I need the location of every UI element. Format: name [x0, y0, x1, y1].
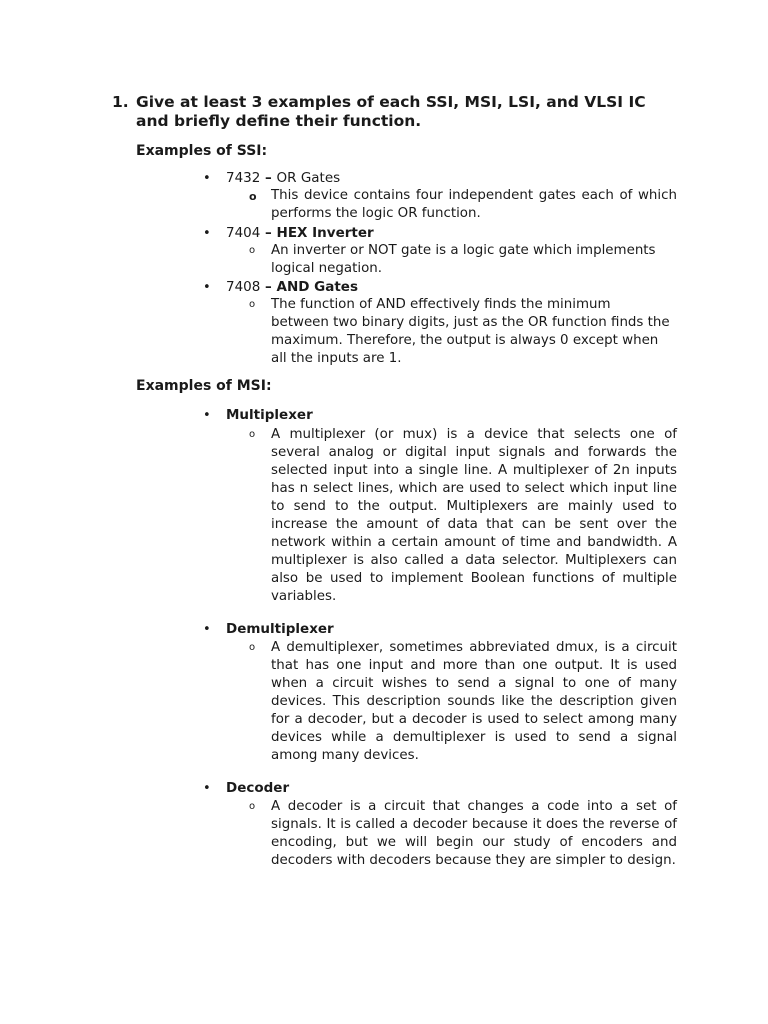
question-text: Give at least 3 examples of each SSI, MSI, LSI, and VLSI IC and briefly define their function. — [136, 93, 646, 130]
msi-item-description: A demultiplexer, sometimes abbreviated dmux, is a circuit that has one input and more than one output. It is used when a circuit wishes to send a signal to one of many devices. This description sounds like the description given for a decoder, but a decoder is used to select among many devices while a demultiplexer is used to send a signal among many devices. — [271, 640, 677, 763]
bullet-icon: • — [203, 226, 211, 241]
msi-item-name: Demultiplexer — [226, 621, 334, 637]
ssi-item-description: An inverter or NOT gate is a logic gate which implements logical negation. — [271, 243, 656, 276]
msi-item-description: A multiplexer (or mux) is a device that selects one of several analog or digital input signals and forwards the selected input into a single line. A multiplexer of 2n inputs has n select lines, which are used to select which input line to send to the output. Multiplexers are mainly used to increase the amount of data that can be sent over the network within a certain amount of time and bandwidth. A multiplexer is also called a data selector. Multiplexers can also be used to implement Boolean functions of multiple variables. — [271, 427, 677, 604]
ssi-item-description: The function of AND effectively finds the minimum between two binary digits, just as the OR function finds the maximum. Therefore, the output is always 0 except when all the inputs are 1. — [271, 297, 670, 366]
ssi-item-description: This device contains four independent gates each of which performs the logic OR function. — [271, 188, 677, 221]
ssi-item-title — [226, 170, 340, 186]
sub-bullet-icon: o — [249, 642, 256, 653]
msi-item-name: Multiplexer — [226, 407, 313, 423]
msi-item-description: A decoder is a circuit that changes a code into a set of signals. It is called a decoder because it does the reverse of encoding, but we will begin our study of encoders and decoders with decoders because they are simpler to design. — [271, 799, 677, 868]
bullet-icon: • — [203, 171, 211, 186]
sub-bullet-icon: o — [249, 190, 257, 203]
ssi-item-code: 7432 — [226, 170, 261, 186]
ssi-item-name: HEX Inverter — [276, 225, 374, 241]
ssi-item-dash: – — [260, 170, 277, 186]
sub-bullet-icon: o — [249, 299, 256, 310]
sub-bullet-icon: o — [249, 245, 256, 256]
ssi-item-title — [226, 225, 374, 241]
msi-heading: Examples of MSI: — [136, 378, 272, 394]
ssi-heading: Examples of SSI: — [136, 143, 268, 159]
ssi-item-title — [226, 279, 358, 295]
ssi-item-code: 7404 — [226, 225, 261, 241]
bullet-icon: • — [203, 280, 211, 295]
ssi-item-name: OR Gates — [276, 170, 341, 186]
ssi-item-name: AND Gates — [276, 279, 359, 295]
bullet-icon: • — [203, 781, 211, 796]
sub-bullet-icon: o — [249, 801, 256, 812]
msi-item-name: Decoder — [226, 780, 290, 796]
bullet-icon: • — [203, 408, 211, 423]
bullet-icon: • — [203, 622, 211, 637]
sub-bullet-icon: o — [249, 429, 256, 440]
ssi-item-dash: – — [260, 225, 277, 241]
ssi-item-code: 7408 — [226, 279, 261, 295]
question-number: 1. — [112, 93, 129, 111]
ssi-item-dash: – — [260, 279, 277, 295]
